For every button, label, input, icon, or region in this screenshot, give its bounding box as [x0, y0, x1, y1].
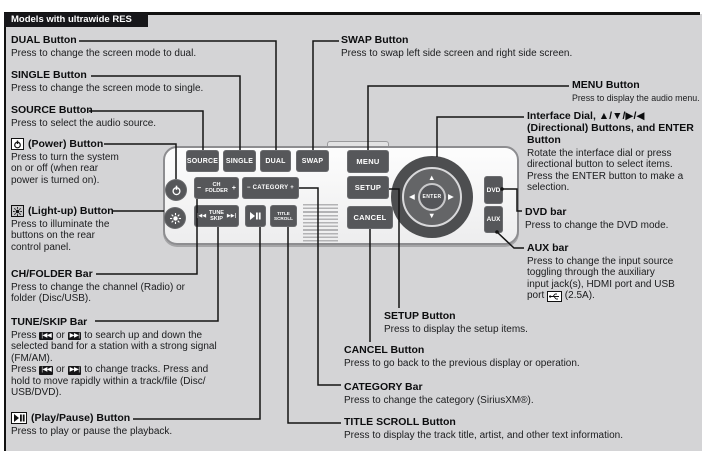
label-setup: SETUP Button Press to display the setup items. — [384, 310, 528, 335]
tune-skip-bar[interactable]: |◀◀ TUNE SKIP ▶▶| — [194, 205, 239, 227]
menu-button[interactable]: MENU — [347, 150, 389, 173]
label-dvd: DVD bar Press to change the DVD mode. — [525, 206, 669, 231]
aux-bar[interactable]: AUX — [484, 206, 503, 233]
category-bar[interactable]: − CATEGORY + — [242, 177, 299, 199]
label-interface-dial: Interface Dial, ▲/▼/▶/◀ (Directional) Buttons, and ENTER Button Rotate the interface dial or press directional button to select items. Press the ENTER button to make a selection. — [527, 110, 694, 193]
up-arrow-button[interactable]: ▲ — [428, 173, 436, 182]
skip-back-icon: |◀◀ — [41, 331, 52, 339]
dual-button[interactable]: DUAL — [260, 150, 291, 172]
label-category: CATEGORY Bar Press to change the category (SiriusXM®). — [344, 381, 534, 406]
light-up-icon — [11, 205, 24, 217]
label-swap: SWAP Button Press to swap left side screen and right side screen. — [341, 34, 573, 59]
usb-port-icon — [547, 291, 562, 302]
speaker-grille — [303, 204, 338, 242]
setup-button[interactable]: SETUP — [347, 176, 389, 199]
label-power: (Power) Button Press to turn the system on or off (when rear power is turned on). — [11, 138, 119, 186]
models-badge: Models with ultrawide RES — [4, 13, 148, 27]
power-icon — [11, 138, 24, 150]
label-source: SOURCE Button Press to select the audio source. — [11, 104, 157, 129]
play-pause-icon — [11, 412, 27, 424]
label-cancel: CANCEL Button Press to go back to the previous display or operation. — [344, 344, 580, 369]
source-button[interactable]: SOURCE — [186, 150, 219, 172]
right-arrow-button[interactable]: ▶ — [448, 192, 454, 201]
left-arrow-button[interactable]: ◀ — [409, 192, 415, 201]
skip-forward-icon: ▶▶| — [69, 331, 80, 339]
play-pause-button[interactable] — [245, 205, 266, 227]
label-light-up: (Light-up) Button Press to illuminate the buttons on the rear control panel. — [11, 205, 114, 253]
cancel-button[interactable]: CANCEL — [347, 206, 393, 229]
single-button[interactable]: SINGLE — [223, 150, 256, 172]
left-rule — [4, 12, 6, 451]
label-ch-folder: CH/FOLDER Bar Press to change the channel (Radio) or folder (Disc/USB). — [11, 268, 185, 304]
title-scroll-button[interactable]: TITLE SCROLL — [270, 205, 297, 227]
skip-back-icon: |◀◀ — [41, 366, 52, 373]
dvd-bar[interactable]: DVD — [484, 176, 503, 204]
label-dual: DUAL Button Press to change the screen mode to dual. — [11, 34, 197, 59]
enter-button[interactable]: ENTER — [418, 183, 446, 211]
light-up-button[interactable] — [164, 207, 186, 229]
down-arrow-button[interactable]: ▼ — [428, 211, 436, 220]
label-play-pause: (Play/Pause) Button Press to play or pause the playback. — [11, 412, 173, 437]
label-tune-skip: TUNE/SKIP Bar Press |◀◀ or ▶▶| to search up and down the selected band for a station with a strong signal (FM/AM). Press |◀◀ or ▶▶| to change tracks. Press and hold to move rapidly within a track/file (Disc/ USB/DVD). — [11, 316, 217, 398]
swap-button[interactable]: SWAP — [296, 150, 329, 172]
ch-folder-bar[interactable]: − CH FOLDER + — [194, 177, 239, 199]
label-aux: AUX bar Press to change the input source toggling through the auxiliary input jack(s), HDMI port and USB port (2.5A). — [527, 242, 675, 301]
label-menu: MENU Button Press to display the audio menu. — [572, 79, 700, 103]
label-title-scroll: TITLE SCROLL Button Press to display the track title, artist, and other text information. — [344, 416, 624, 441]
power-button[interactable] — [165, 179, 187, 201]
label-single: SINGLE Button Press to change the screen mode to single. — [11, 69, 204, 94]
skip-forward-icon: ▶▶| — [69, 366, 80, 373]
